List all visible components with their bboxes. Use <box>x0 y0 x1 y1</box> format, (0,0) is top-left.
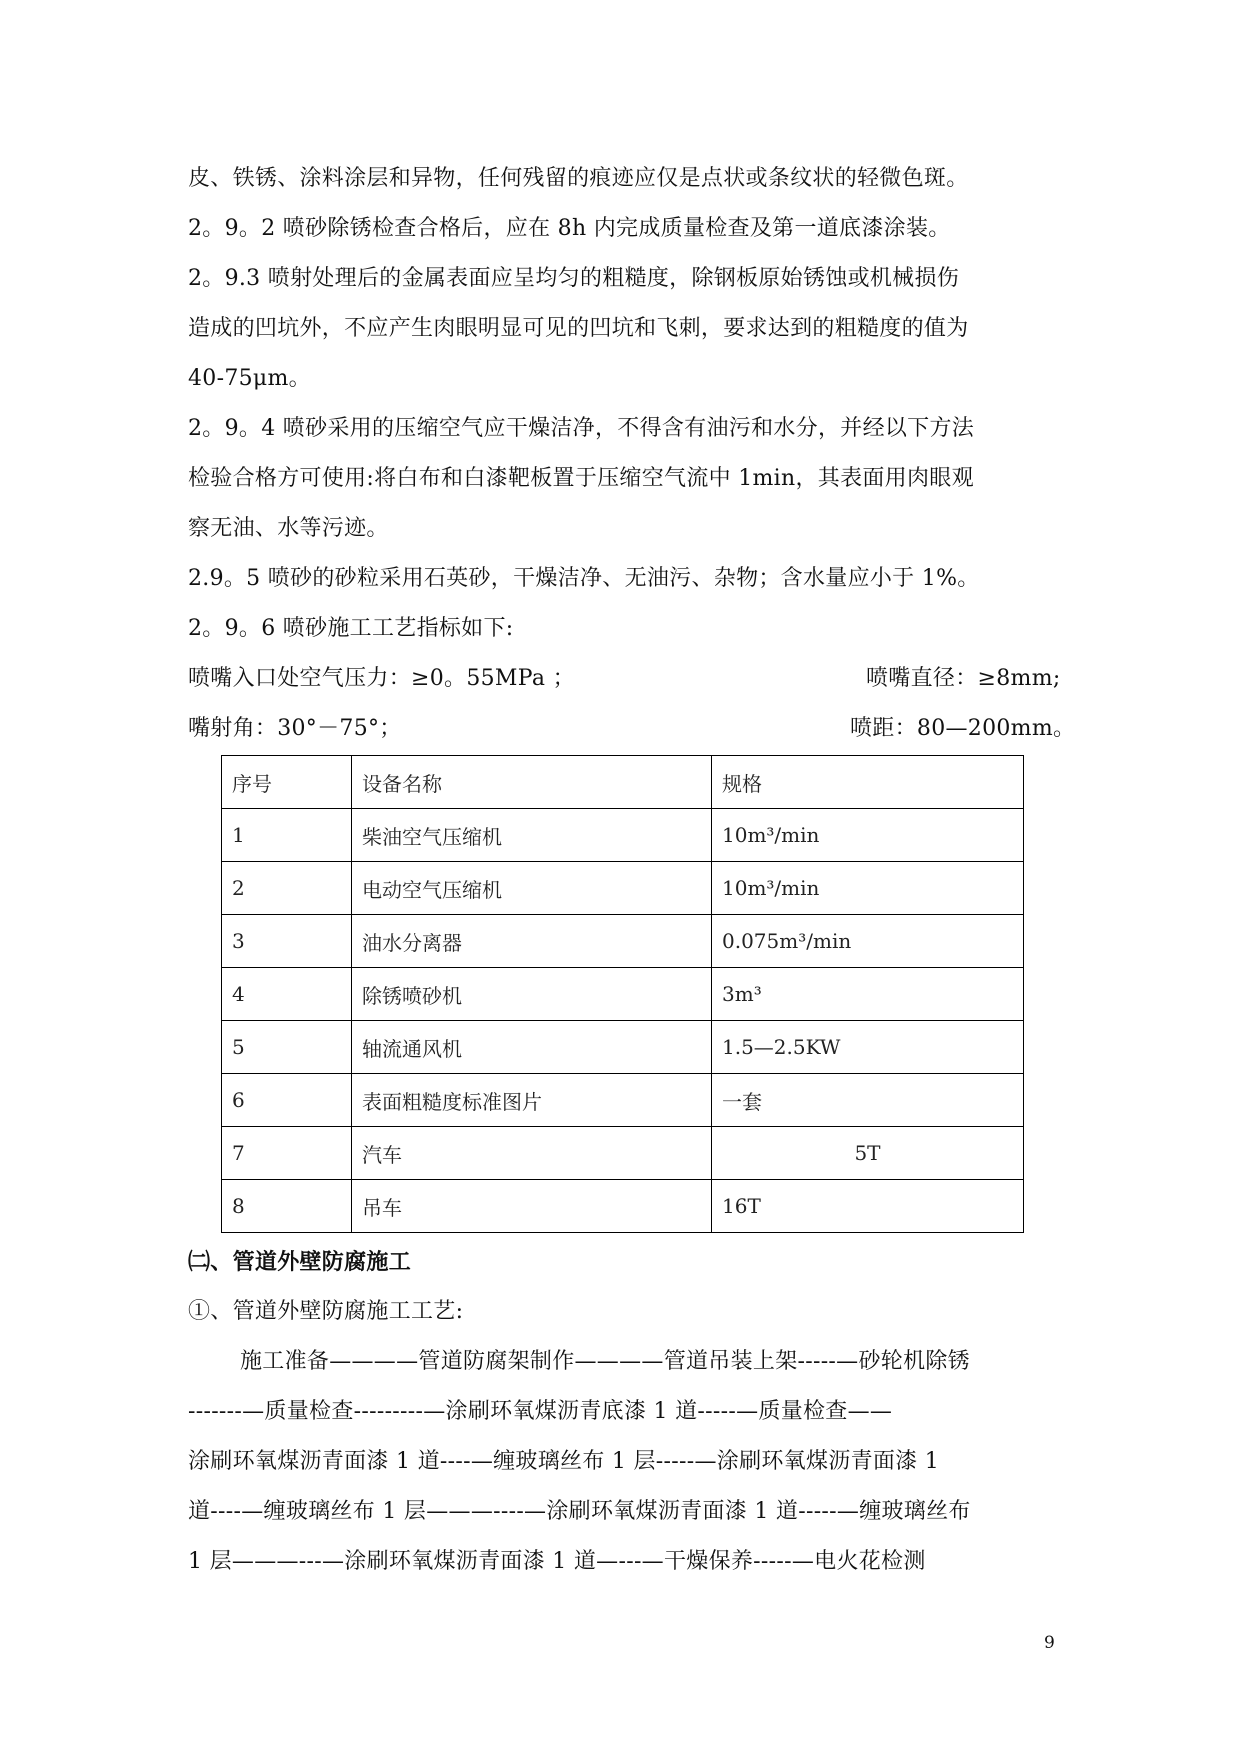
row-index: 6 <box>222 1074 352 1127</box>
table-row <box>222 1127 1024 1180</box>
row-equipment-name: 电动空气压缩机 <box>352 862 712 915</box>
table-row <box>222 1180 1024 1233</box>
paragraph-line: 检验合格方可使用:将白布和白漆靶板置于压缩空气流中 1min，其表面用肉眼观 <box>188 466 974 491</box>
subsection-heading: ①、管道外壁防腐施工工艺: <box>188 1299 464 1324</box>
row-spec: 3m³ <box>712 968 1024 1021</box>
process-flow-line: 涂刷环氧煤沥青面漆 1 道----—缠玻璃丝布 1 层-----—涂刷环氧煤沥青面漆 1 <box>188 1449 940 1474</box>
process-flow-line: 道----—缠玻璃丝布 1 层———----—涂刷环氧煤沥青面漆 1 道-----—缠玻璃丝布 <box>188 1499 971 1524</box>
row-spec: 10m³/min <box>712 809 1024 862</box>
table-row <box>222 915 1024 968</box>
process-flow-line: 1 层———---—涂刷环氧煤沥青面漆 1 道—---—干燥保养-----—电火花检测 <box>188 1549 926 1574</box>
paragraph-line: 2.9。5 喷砂的砂粒采用石英砂，干燥洁净、无油污、杂物；含水量应小于 1%。 <box>188 566 980 591</box>
row-equipment-name: 轴流通风机 <box>352 1021 712 1074</box>
table-row <box>222 809 1024 862</box>
header-spec: 规格 <box>712 756 1024 809</box>
header-index: 序号 <box>222 756 352 809</box>
row-index: 8 <box>222 1180 352 1233</box>
row-spec: 16T <box>712 1180 1024 1233</box>
paragraph-line: 2。9。6 喷砂施工工艺指标如下: <box>188 616 514 641</box>
row-index: 3 <box>222 915 352 968</box>
row-equipment-name: 油水分离器 <box>352 915 712 968</box>
equipment-table <box>221 755 1024 1233</box>
row-spec: 1.5—2.5KW <box>712 1021 1024 1074</box>
row-equipment-name: 吊车 <box>352 1180 712 1233</box>
row-spec: 0.075m³/min <box>712 915 1024 968</box>
table-row <box>222 1021 1024 1074</box>
process-flow-line: 施工准备————管道防腐架制作————管道吊装上架-----—砂轮机除锈 <box>240 1349 970 1374</box>
row-equipment-name: 表面粗糙度标准图片 <box>352 1074 712 1127</box>
table-row <box>222 968 1024 1021</box>
table-header-row <box>222 756 1024 809</box>
parameter-line <box>188 714 1076 744</box>
paragraph-line: 2。9.3 喷射处理后的金属表面应呈均匀的粗糙度，除钢板原始锈蚀或机械损伤 <box>188 266 960 291</box>
paragraph-line: 察无油、水等污迹。 <box>188 516 389 541</box>
paragraph-line: 2。9。2 喷砂除锈检查合格后，应在 8h 内完成质量检查及第一道底漆涂装。 <box>188 216 951 241</box>
row-equipment-name: 柴油空气压缩机 <box>352 809 712 862</box>
header-equipment-name: 设备名称 <box>352 756 712 809</box>
row-equipment-name: 汽车 <box>352 1127 712 1180</box>
row-spec: 一套 <box>712 1074 1024 1127</box>
spray-angle-param: 嘴射角：30°－75°； <box>188 716 402 741</box>
row-spec: 5T <box>712 1127 1024 1180</box>
paragraph-line: 皮、铁锈、涂料涂层和异物，任何残留的痕迹应仅是点状或条纹状的轻微色斑。 <box>188 166 969 191</box>
table-row <box>222 862 1024 915</box>
paragraph-line: 造成的凹坑外，不应产生肉眼明显可见的凹坑和飞刺，要求达到的粗糙度的值为 <box>188 316 969 341</box>
row-equipment-name: 除锈喷砂机 <box>352 968 712 1021</box>
parameter-line <box>188 664 1061 694</box>
row-index: 2 <box>222 862 352 915</box>
table-row <box>222 1074 1024 1127</box>
row-index: 7 <box>222 1127 352 1180</box>
process-flow-line: -------—质量检查---------—涂刷环氧煤沥青底漆 1 道-----—质量检查—— <box>188 1399 893 1424</box>
spray-distance-param: 喷距：80—200mm。 <box>850 716 1076 741</box>
row-index: 1 <box>222 809 352 862</box>
nozzle-diameter-param: 喷嘴直径：≥8mm; <box>866 666 1061 691</box>
row-index: 5 <box>222 1021 352 1074</box>
paragraph-line: 2。9。4 喷砂采用的压缩空气应干燥洁净，不得含有油污和水分，并经以下方法 <box>188 416 975 441</box>
paragraph-line: 40-75μm。 <box>188 366 311 391</box>
row-spec: 10m³/min <box>712 862 1024 915</box>
page-number: 9 <box>1044 1633 1055 1653</box>
section-heading: ㈡、管道外壁防腐施工 <box>188 1249 412 1275</box>
air-pressure-param: 喷嘴入口处空气压力：≥0。55MPa ； <box>188 666 575 691</box>
row-index: 4 <box>222 968 352 1021</box>
